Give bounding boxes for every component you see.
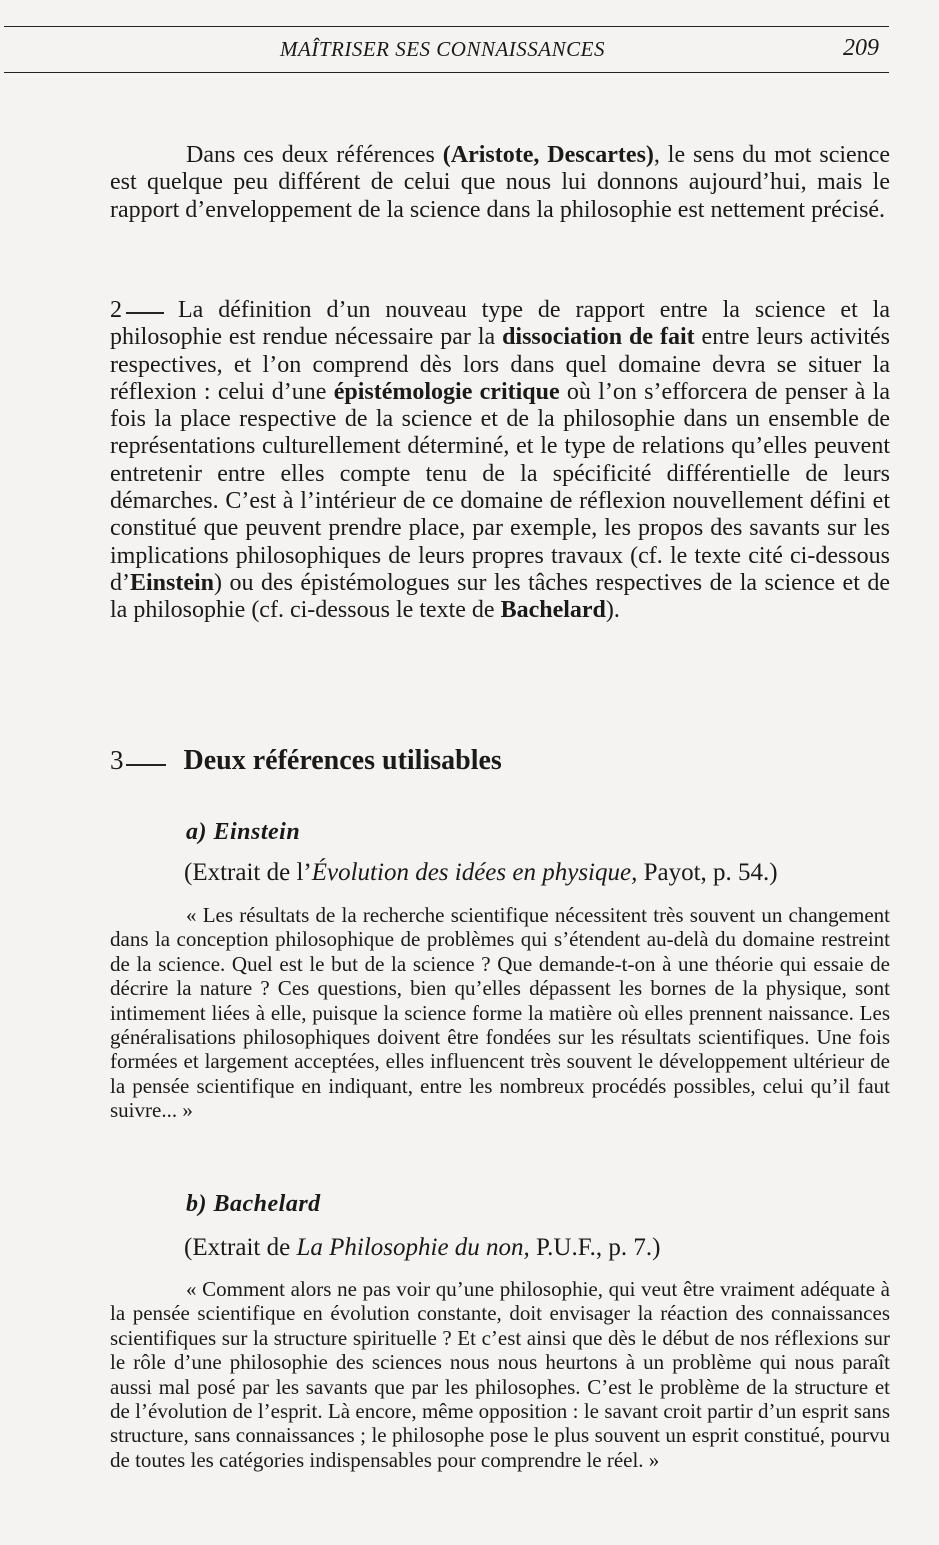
paragraph-2-text-a: La définition d’un nouveau type de rapport entre la science et la philosophie est rendue nécessaire par la xyxy=(110,297,890,351)
source-einstein-pre: (Extrait de l’ xyxy=(184,859,312,886)
paragraph-2-number: 2 xyxy=(110,297,122,323)
subheading-bachelard: b) Bachelard xyxy=(186,1191,321,1217)
quote-bachelard: « Comment alors ne pas voir qu’une philosophie, qui veut être vraiment adéquate à la pensée scientifique en évolution constante, doit envisager la réaction des connaissances scientifiques sur la structure spirituelle ? Et c’est ainsi que dès le début de nos réflexions sur le rôle d’une philosophie des sciences nous nous heurtons à un problème qui nous paraît aussi mal posé par les savants que par les philosophes. C’est le problème de la structure et de l’évolution de l’esprit. Là encore, même opposition : le savant croit partir d’un esprit sans structure, sans connaissances ; le philosophe pose le plus souvent un esprit constitué, pourvu de toutes les catégories indispensables pour comprendre le réel. » xyxy=(110,1277,890,1472)
header-bottom-rule xyxy=(4,72,889,73)
source-bachelard-pre: (Extrait de xyxy=(184,1234,297,1261)
section-number: 3 xyxy=(110,745,124,775)
bold-bachelard: Bachelard xyxy=(500,597,606,624)
source-einstein-post: Payot, p. 54.) xyxy=(637,859,778,886)
paragraph-1-bold-authors: (Aristote, Descartes) xyxy=(442,142,654,168)
source-bachelard-post: P.U.F., p. 7.) xyxy=(529,1234,661,1261)
source-bachelard-title: La Philosophie du non, xyxy=(296,1234,530,1261)
section-title: Deux références utilisables xyxy=(183,745,502,776)
header-top-rule xyxy=(4,26,889,27)
section-3-heading xyxy=(110,745,502,777)
number-dash xyxy=(126,312,164,314)
bold-dissociation: dissociation de fait xyxy=(502,324,695,351)
source-bachelard xyxy=(184,1234,660,1262)
paragraph-2-text-c: où l’on s’efforcera de penser à la fois la place respective de la science et de la philosophie dans un ensemble de représentations culturellement déterminé, et le type de relations qu’elles peuvent entretenir entre elles compte tenu de la spécificité différentielle de leurs démarches. C’est à l’intérieur de ce domaine de réflexion nouvellement défini et constitué que peuvent prendre place, par exemple, les propos des savants sur les implications philosophiques de leurs propres travaux (cf. le texte cité ci-dessous d’ xyxy=(110,378,891,596)
source-einstein-title: Évolution des idées en physique, xyxy=(311,859,638,886)
paragraph-2-text-d: ) ou des épistémologues sur les tâches respectives de la science et de la philosophie (cf. ci-dessous le texte de xyxy=(110,569,890,624)
paragraph-2 xyxy=(110,297,890,625)
bold-einstein: Einstein xyxy=(130,569,215,596)
source-einstein xyxy=(184,859,778,887)
paragraph-2-text-e: ). xyxy=(605,597,620,624)
running-title: MAÎTRISER SES CONNAISSANCES xyxy=(280,37,605,61)
subheading-einstein: a) Einstein xyxy=(186,819,301,845)
quote-einstein: « Les résultats de la recherche scientifique nécessitent très souvent un changement dans la conception philosophique de problèmes qui s’étendent au-delà du domaine restreint de la science. Quel est le but de la science ? Que demande-t-on à une théorie qui essaie de décrire la nature ? Ces questions, bien qu’elles dépassent les bornes de la physique, sont intimement liées à elle, puisque la science forme la matière où elles prennent naissance. Les généralisations philosophiques doivent être fondées sur les résultats scientifiques. Une fois formées et largement acceptées, elles influencent très souvent le développement ultérieur de la pensée scientifique en indiquant, entre les nombreux procédés possibles, celui qu’il faut suivre... » xyxy=(110,903,890,1123)
paragraph-1-text-a: Dans ces deux références xyxy=(186,142,443,168)
paragraph-1-text-b: , le sens du mot science est quelque peu différent de celui que nous lui donnons aujourd’hui, mais le rapport d’enveloppement de la science dans la philosophie est nettement précisé. xyxy=(110,142,890,223)
paragraph-2-text-b: entre leurs activités respectives, et l’on comprend dès lors dans quel domaine devra se situer la réflexion : celui d’une xyxy=(110,324,890,405)
section-dash xyxy=(126,764,166,766)
bold-epistemologie: épistémologie critique xyxy=(333,378,560,405)
paragraph-1 xyxy=(110,142,890,224)
page-number: 209 xyxy=(843,35,879,61)
